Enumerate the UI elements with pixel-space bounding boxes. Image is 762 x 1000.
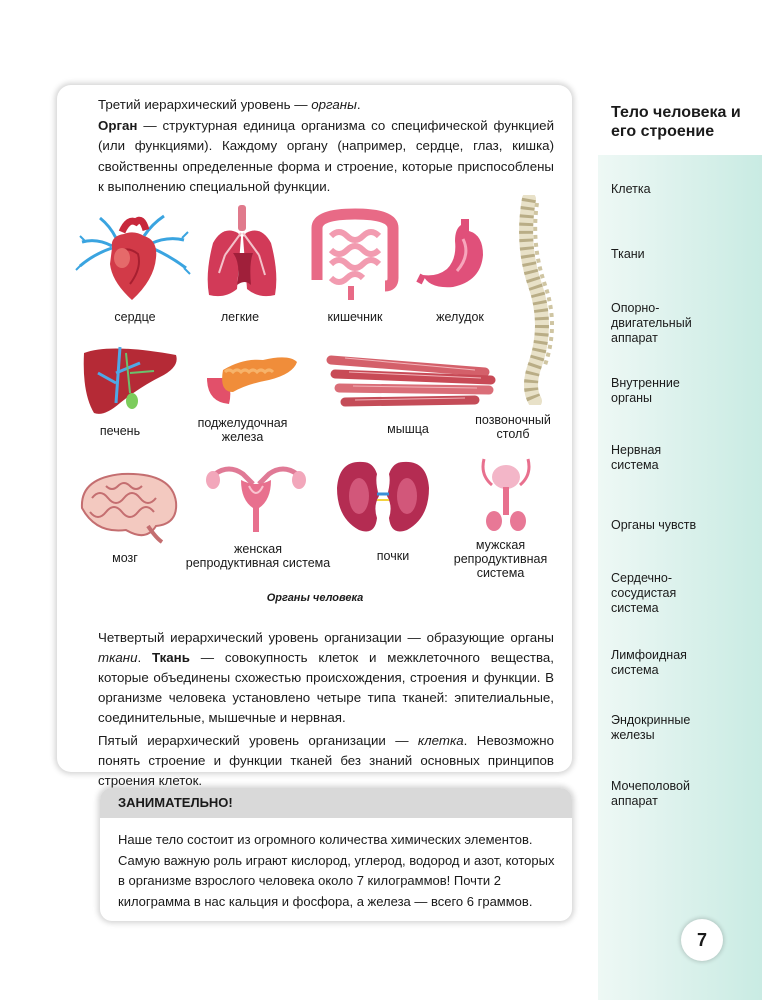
tissue-paragraph: Четвертый иерархический уровень организации — образующие органы ткани. Ткань — совокупность клеток и межклеточного вещества, которые объединены схожестью происхождения, строения и функции. В организме человека установлено четыре типа тканей: эпителиальные, соединительные, мышечные и нервная. [98,630,555,725]
organ-label-muscle: мышца [387,422,429,436]
intro-line: Третий иерархический уровень — органы. [98,97,361,112]
organ-label-brain: мозг [112,551,138,565]
figure-caption: Органы человека [266,592,364,604]
spine-illustration [505,195,565,405]
muscle-illustration [325,350,497,414]
organ-label-spine: позвоночный столб [475,413,551,441]
cell-paragraph: Пятый иерархический уровень организации — клетка. Невозможно понять строение и функции тканей без знаний основных принципов строения клеток. [98,733,554,788]
intestine-illustration [307,208,403,303]
sidebar-item-tissues[interactable]: Ткани [611,247,645,261]
fun-fact-box [100,788,572,921]
male-reproductive-illustration [470,455,542,537]
organ-label-liver: печень [99,424,141,438]
organ-label-heart: сердце [114,310,156,324]
sidebar-title: Тело человека и его строение [611,104,741,140]
fun-fact-title: ЗАНИМАТЕЛЬНО! [100,788,572,818]
intro-text [98,95,554,198]
sidebar-item-cell[interactable]: Клетка [611,182,651,196]
organ-label-intestine: кишечник [327,310,383,324]
organ-label-male: мужская репродуктивная система [453,538,548,580]
stomach-illustration [413,215,493,295]
body-text [98,628,554,791]
liver-illustration [80,343,182,421]
sidebar-item-musculoskeletal[interactable]: Опорно- двигательный аппарат [611,301,692,345]
sidebar-item-cardiovascular[interactable]: Сердечно- сосудистая система [611,571,677,615]
pancreas-illustration [203,348,301,410]
fun-fact-text: Наше тело состоит из огромного количества химических элементов. Самую важную роль играют кислород, углерод, водород и азот, которых в организме взрослого человека около 7 килограммов! Почти 2 килограмма в нас кальция и фосфора, а железа — всего 6 граммов. [118,832,555,909]
sidebar-item-nervous-system[interactable]: Нервная система [611,443,662,472]
female-reproductive-illustration [203,460,309,538]
sidebar-item-internal-organs[interactable]: Внутренние органы [611,376,680,405]
organ-label-lungs: легкие [220,310,260,324]
page-number: 7 [681,919,723,961]
organ-label-female: женская репродуктивная система [185,542,331,570]
brain-illustration [76,468,182,548]
sidebar-item-lymphoid[interactable]: Лимфоидная система [611,648,687,677]
sidebar-item-urogenital[interactable]: Мочеполовой аппарат [611,779,690,808]
organ-definition: Орган — структурная единица организма со специфической функцией (или функциями). Каждому органу (например, сердце, глаз, кишка) свойственны определенные форма и строение, которые приспособлены к выполнению специальной функции. [98,117,554,194]
kidneys-illustration [333,458,433,538]
organ-label-pancreas: поджелудочная железа [197,416,288,444]
sidebar-item-sense-organs[interactable]: Органы чувств [611,518,697,532]
organ-label-kidneys: почки [376,549,410,563]
organ-label-stomach: желудок [436,310,484,324]
sidebar-item-endocrine[interactable]: Эндокринные железы [611,713,691,742]
heart-illustration [72,208,194,308]
lungs-illustration [203,203,281,303]
